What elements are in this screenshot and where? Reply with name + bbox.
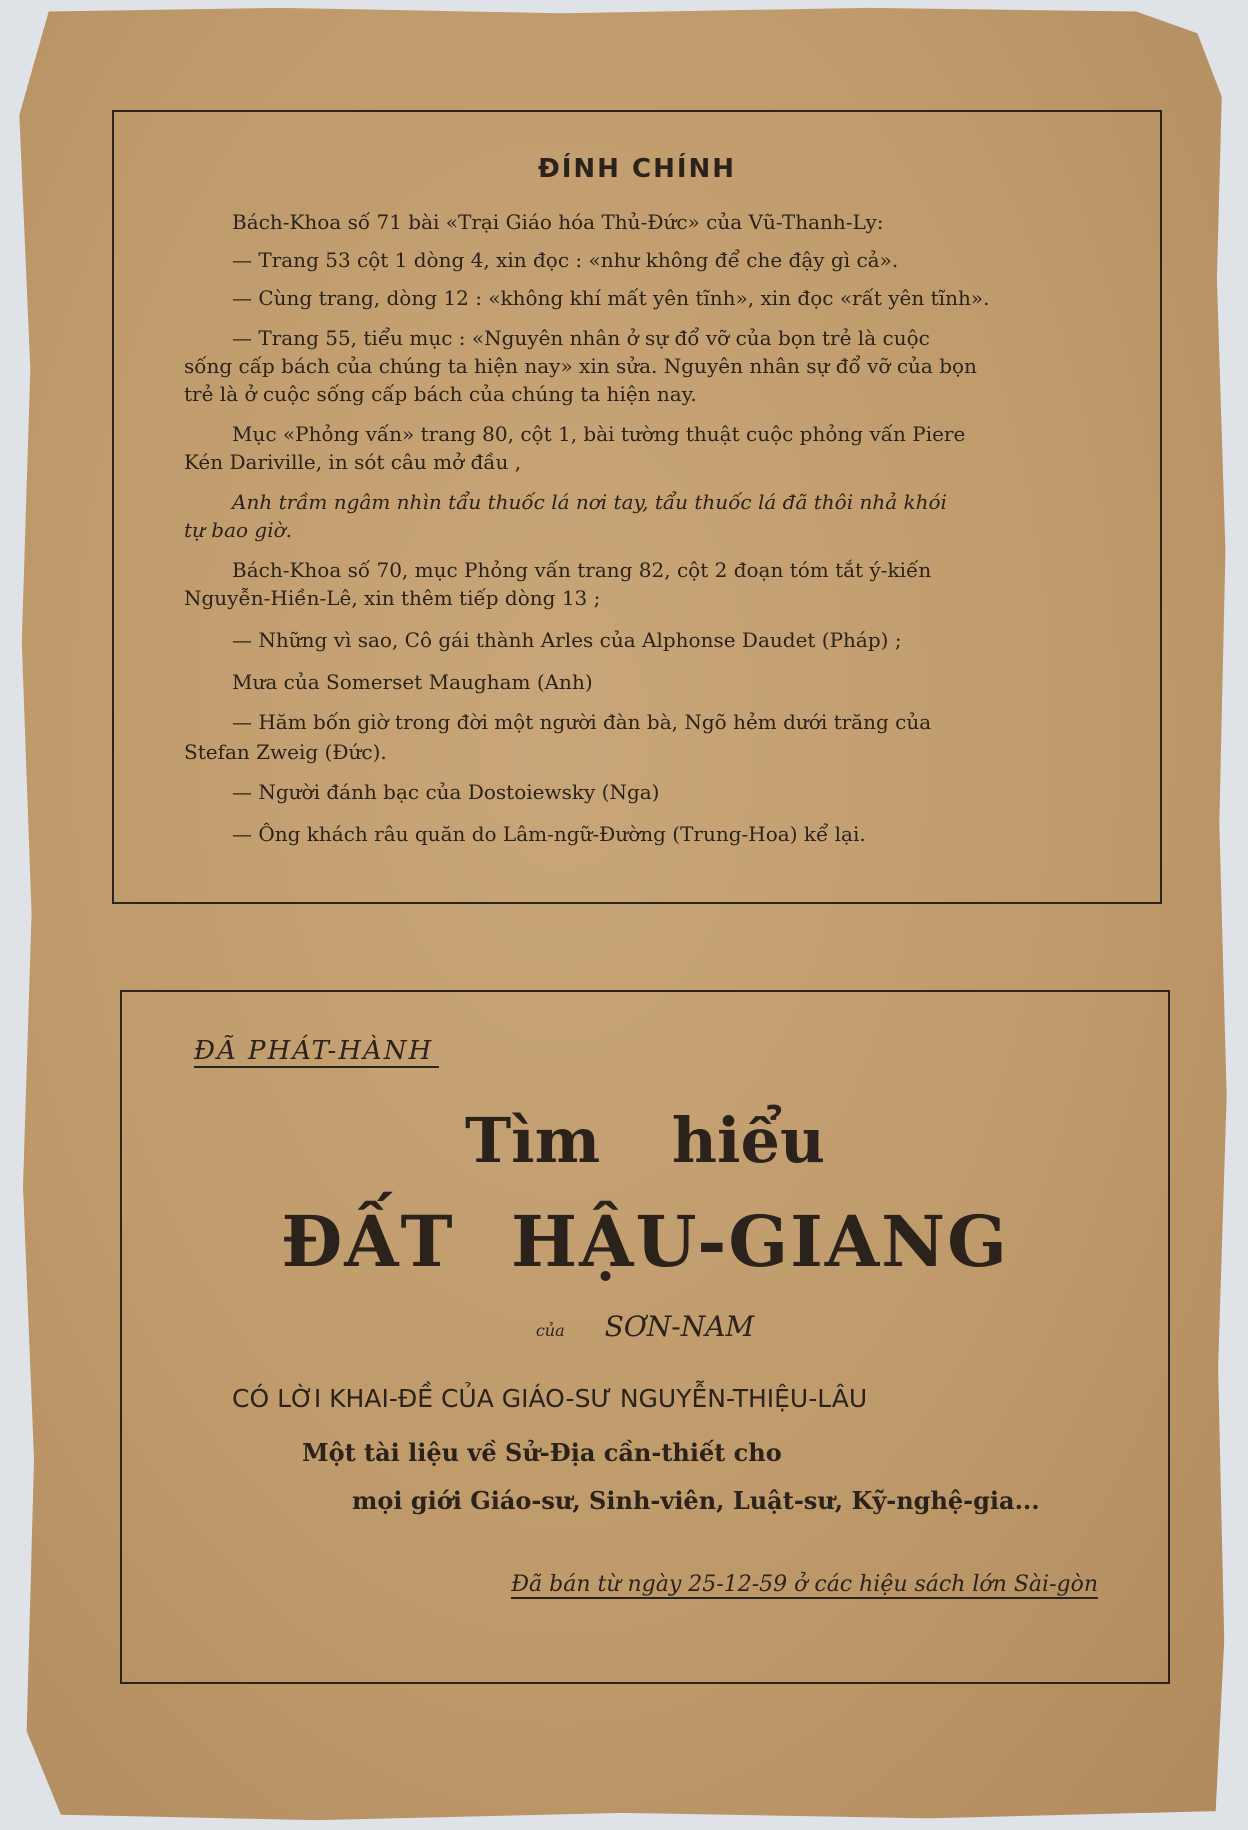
by-label: của	[535, 1321, 565, 1340]
book-author-line	[122, 1310, 1168, 1343]
errata-line: sống cấp bách của chúng ta hiện nay» xin sửa. Nguyên nhân sự đổ vỡ của bọn	[184, 354, 977, 378]
errata-line: Bách-Khoa số 70, mục Phỏng vấn trang 82, cột 2 đoạn tóm tắt ý-kiến	[232, 558, 932, 582]
errata-title: ĐÍNH CHÍNH	[537, 154, 737, 184]
sold-note: Đã bán từ ngày 25-12-59 ở các hiệu sách lớn Sài-gòn	[511, 1572, 1098, 1597]
errata-line: Kén Dariville, in sót câu mở đầu ,	[184, 450, 522, 474]
book-title-line2: ĐẤT HẬU-GIANG	[281, 1200, 1009, 1283]
errata-line: Mưa của Somerset Maugham (Anh)	[232, 670, 593, 694]
errata-box	[112, 110, 1162, 904]
book-ad-box	[120, 990, 1170, 1684]
errata-line: Bách-Khoa số 71 bài «Trại Giáo hóa Thủ-Đức» của Vũ-Thanh-Ly:	[232, 210, 884, 234]
errata-line: — Người đánh bạc của Dostoiewsky (Nga)	[232, 780, 660, 804]
errata-line: — Cùng trang, dòng 12 : «không khí mất yên tĩnh», xin đọc «rất yên tĩnh».	[232, 286, 990, 310]
errata-line: — Trang 55, tiểu mục : «Nguyên nhân ở sự đổ vỡ của bọn trẻ là cuộc	[232, 326, 930, 350]
description-line1: Một tài liệu về Sử-Địa cần-thiết cho	[302, 1438, 782, 1467]
errata-line: — Trang 53 cột 1 dòng 4, xin đọc : «như không để che đậy gì cả».	[232, 248, 899, 272]
errata-line: Mục «Phỏng vấn» trang 80, cột 1, bài tường thuật cuộc phỏng vấn Piere	[232, 422, 966, 446]
errata-line: Anh trầm ngâm nhìn tẩu thuốc lá nơi tay, tẩu thuốc lá đã thôi nhả khói	[232, 490, 947, 514]
errata-line: — Những vì sao, Cô gái thành Arles của Alphonse Daudet (Pháp) ;	[232, 628, 902, 652]
errata-line: — Hăm bốn giờ trong đời một người đàn bà, Ngõ hẻm dưới trăng của	[232, 710, 932, 734]
errata-line: Nguyễn-Hiền-Lê, xin thêm tiếp dòng 13 ;	[184, 586, 601, 610]
description-line2: mọi giới Giáo-sư, Sinh-viên, Luật-sư, Kỹ-nghệ-gia...	[352, 1486, 1040, 1515]
preface-note: CÓ LỜI KHAI-ĐỀ CỦA GIÁO-SƯ NGUYỄN-THIỆU-LÂU	[232, 1384, 868, 1413]
errata-line: trẻ là ở cuộc sống cấp bách của chúng ta hiện nay.	[184, 382, 697, 406]
errata-line: Stefan Zweig (Đức).	[184, 740, 387, 764]
author-name: SƠN-NAM	[604, 1310, 755, 1343]
errata-line: — Ông khách râu quăn do Lâm-ngữ-Đường (Trung-Hoa) kể lại.	[232, 822, 866, 846]
errata-line: tự bao giờ.	[184, 518, 292, 542]
released-heading: ĐÃ PHÁT-HÀNH	[194, 1036, 439, 1068]
book-title-line1: Tìm hiểu	[464, 1104, 826, 1177]
